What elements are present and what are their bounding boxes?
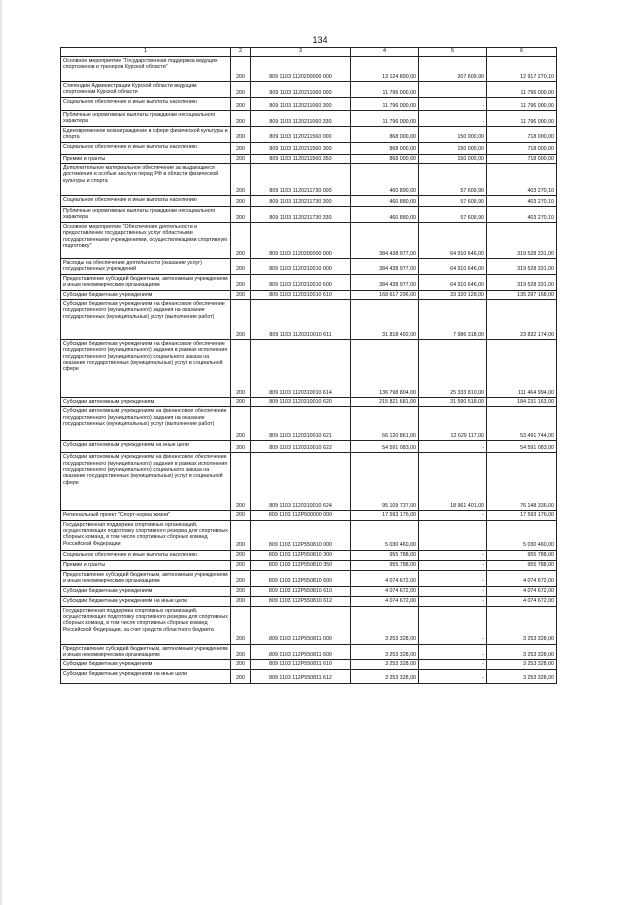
row-value-col5: - (419, 570, 487, 586)
row-code: 809 1103 112Р550811 000 (251, 606, 351, 644)
row-value-col5: 150 000,00 (419, 127, 487, 143)
row-name: Предоставление субсидий бюджетным, автономным учреждениям и иным некоммерческим организациям (61, 570, 231, 586)
row-group: 200 (231, 300, 251, 340)
row-value-col6: 135 297 168,00 (487, 290, 557, 299)
row-value-col6: 3 253 328,00 (487, 669, 557, 683)
row-group: 200 (231, 570, 251, 586)
table-row (61, 98, 557, 111)
row-code: 809 1103 1120310010 611 (251, 300, 351, 340)
row-group: 200 (231, 290, 251, 299)
row-value-col6: 4 074 672,00 (487, 596, 557, 606)
row-value-col5: - (419, 98, 487, 111)
row-value-col6: 11 796 000,00 (487, 111, 557, 127)
row-code: 809 1103 1120310010 000 (251, 259, 351, 275)
table-row (61, 196, 557, 207)
table-row (61, 111, 557, 127)
row-value-col6: 17 593 176,00 (487, 511, 557, 520)
row-value-col5: 33 320 128,00 (419, 290, 487, 299)
row-name: Основное мероприятие "Государственная поддержка ведущих спортсменов и тренеров Курской области" (61, 57, 231, 82)
row-value-col5: - (419, 511, 487, 520)
row-value-col6: 403 270,10 (487, 164, 557, 196)
row-value-col6: 53 491 744,00 (487, 407, 557, 441)
row-value-col4: 868 000,00 (351, 154, 419, 163)
row-value-col5: - (419, 560, 487, 570)
row-value-col6: 319 528 331,00 (487, 274, 557, 290)
row-value-col5: - (419, 441, 487, 453)
row-name: Субсидии бюджетным учреждениям на иные цели (61, 669, 231, 683)
row-value-col6: 403 270,10 (487, 207, 557, 223)
table-row (61, 441, 557, 453)
row-code: 809 1103 112Р550810 000 (251, 520, 351, 550)
row-code: 809 1103 112Р550810 350 (251, 560, 351, 570)
row-code: 809 1103 1120310010 624 (251, 453, 351, 511)
row-code: 809 1103 1120310010 614 (251, 340, 351, 398)
row-value-col5: 7 986 318,00 (419, 300, 487, 340)
row-code: 809 1103 1120211730 000 (251, 164, 351, 196)
table-row (61, 669, 557, 683)
row-value-col6: 11 796 000,00 (487, 82, 557, 98)
column-number-row (61, 48, 557, 57)
row-code: 809 1103 1120300000 000 (251, 223, 351, 259)
row-group: 200 (231, 154, 251, 163)
column-number: 5 (419, 48, 487, 57)
row-group: 200 (231, 520, 251, 550)
row-name: Премии и гранты (61, 560, 231, 570)
row-value-col4: 460 880,00 (351, 207, 419, 223)
row-name: Дополнительное материальное обеспечение за выдающиеся достижения и особые заслуги перед РФ в области физической культуры и спорта (61, 164, 231, 196)
row-value-col4: 4 074 672,00 (351, 596, 419, 606)
row-group: 200 (231, 223, 251, 259)
table-row (61, 550, 557, 560)
row-value-col5: 150 000,00 (419, 142, 487, 154)
column-number: 4 (351, 48, 419, 57)
table-row (61, 259, 557, 275)
row-code: 809 1103 1120211730 330 (251, 207, 351, 223)
table-row (61, 57, 557, 82)
row-value-col4: 955 788,00 (351, 560, 419, 570)
column-number: 1 (61, 48, 231, 57)
column-number: 2 (231, 48, 251, 57)
row-group: 200 (231, 453, 251, 511)
row-value-col4: 168 617 296,00 (351, 290, 419, 299)
row-group: 200 (231, 586, 251, 596)
page-number: 134 (312, 35, 328, 45)
row-value-col6: 718 000,00 (487, 142, 557, 154)
row-value-col6: 23 832 174,00 (487, 300, 557, 340)
row-value-col5: 207 609,90 (419, 57, 487, 82)
row-value-col6: 11 796 000,00 (487, 98, 557, 111)
row-code: 809 1103 112Р550811 612 (251, 669, 351, 683)
row-value-col6: 955 788,00 (487, 560, 557, 570)
row-value-col5 (419, 520, 487, 550)
row-name: Социальное обеспечение и иные выплаты населению (61, 550, 231, 560)
row-value-col5: 57 609,90 (419, 196, 487, 207)
table-row (61, 453, 557, 511)
row-name: Субсидии бюджетным учреждениям (61, 586, 231, 596)
row-code: 809 1103 112Р550811 610 (251, 660, 351, 669)
table-row (61, 520, 557, 550)
row-value-col5: 12 629 117,00 (419, 407, 487, 441)
row-value-col6: 319 528 331,00 (487, 223, 557, 259)
row-value-col5: 18 961 401,00 (419, 453, 487, 511)
row-value-col6: 319 528 331,00 (487, 259, 557, 275)
table-row (61, 511, 557, 520)
row-value-col6: 3 253 328,00 (487, 606, 557, 644)
row-code: 809 1103 112Р550810 300 (251, 550, 351, 560)
row-value-col6: 4 074 672,00 (487, 570, 557, 586)
row-value-col5: 57 609,90 (419, 164, 487, 196)
row-code: 809 1103 112Р550810 600 (251, 570, 351, 586)
row-value-col4: 460 880,00 (351, 196, 419, 207)
row-value-col6: 76 148 336,00 (487, 453, 557, 511)
row-value-col4: 384 438 977,00 (351, 223, 419, 259)
row-name: Субсидии бюджетным учреждениям (61, 660, 231, 669)
table-row (61, 142, 557, 154)
table-row (61, 596, 557, 606)
row-name: Социальное обеспечение и иные выплаты населению (61, 98, 231, 111)
row-name: Публичные нормативные выплаты гражданам несоциального характера (61, 111, 231, 127)
row-value-col4: 11 796 000,00 (351, 98, 419, 111)
row-value-col6: 4 074 672,00 (487, 586, 557, 596)
row-value-col4: 5 030 460,00 (351, 520, 419, 550)
row-name: Субсидии автономным учреждениям на финансовое обеспечение государственного (муниципального) задания на оказание государственных (муниципальных) услуг (выполнение работ) (61, 407, 231, 441)
row-value-col4: 955 788,00 (351, 550, 419, 560)
row-code: 809 1103 1120211560 000 (251, 127, 351, 143)
row-value-col6: 54 591 083,00 (487, 441, 557, 453)
row-value-col6: 3 253 328,00 (487, 660, 557, 669)
row-group: 200 (231, 441, 251, 453)
row-value-col4: 868 000,00 (351, 142, 419, 154)
row-value-col5: - (419, 660, 487, 669)
row-code: 809 1103 112Р550810 612 (251, 596, 351, 606)
row-value-col5: 64 910 646,00 (419, 259, 487, 275)
row-value-col4: 384 438 977,00 (351, 259, 419, 275)
row-code: 809 1103 1120211060 300 (251, 98, 351, 111)
row-group: 200 (231, 164, 251, 196)
row-name: Единовременное вознаграждение в сфере физической культуры и спорта (61, 127, 231, 143)
row-code: 809 1103 1120310010 600 (251, 274, 351, 290)
row-name: Субсидии автономным учреждениям на финансовое обеспечение государственного (муниципального) задания в рамках исполнения государственного (муниципального) социального заказа на оказание государственных (муниципальных) услуг в социальной сфере (61, 453, 231, 511)
row-value-col4: 11 796 000,00 (351, 111, 419, 127)
row-code: 809 1103 1120211730 300 (251, 196, 351, 207)
row-code: 809 1103 1120211060 000 (251, 82, 351, 98)
row-value-col5: - (419, 111, 487, 127)
row-group: 200 (231, 111, 251, 127)
row-group: 200 (231, 596, 251, 606)
row-value-col5: - (419, 606, 487, 644)
row-value-col5: - (419, 550, 487, 560)
table-row (61, 586, 557, 596)
row-value-col5: 31 590 518,00 (419, 398, 487, 407)
row-code: 809 1103 112Р550810 610 (251, 586, 351, 596)
row-name: Расходы на обеспечение деятельности (оказание услуг) государственных учреждений (61, 259, 231, 275)
row-value-col6: 5 030 460,00 (487, 520, 557, 550)
row-value-col4: 384 438 977,00 (351, 274, 419, 290)
row-code: 809 1103 1120211560 350 (251, 154, 351, 163)
row-group: 200 (231, 142, 251, 154)
table-row (61, 82, 557, 98)
row-code: 809 1103 1120211560 300 (251, 142, 351, 154)
row-name: Государственная поддержка спортивных организаций, осуществляющих подготовку спортивного резерва для спортивных сборных команд, в том числе спортивных сборных команд Российской Федерации (61, 520, 231, 550)
row-value-col5: - (419, 644, 487, 660)
row-group: 200 (231, 98, 251, 111)
row-code: 809 1103 112Р500000 000 (251, 511, 351, 520)
row-name: Социальное обеспечение и иные выплаты населению (61, 196, 231, 207)
table-row (61, 154, 557, 163)
row-value-col4: 460 890,00 (351, 164, 419, 196)
row-value-col5: 57 609,90 (419, 207, 487, 223)
row-value-col4: 31 818 492,00 (351, 300, 419, 340)
row-code: 809 1103 1120310010 621 (251, 407, 351, 441)
table-row (61, 560, 557, 570)
row-value-col4: 11 796 000,00 (351, 82, 419, 98)
table-row (61, 644, 557, 660)
row-value-col4: 13 124 890,00 (351, 57, 419, 82)
row-value-col4: 4 074 672,00 (351, 586, 419, 596)
row-value-col4: 215 821 681,00 (351, 398, 419, 407)
row-name: Субсидии бюджетным учреждениям (61, 290, 231, 299)
row-name: Социальное обеспечение и иные выплаты населению (61, 142, 231, 154)
row-value-col5 (419, 82, 487, 98)
row-value-col5: - (419, 586, 487, 596)
row-value-col6: 718 000,00 (487, 154, 557, 163)
row-group: 200 (231, 606, 251, 644)
row-name: Предоставление субсидий бюджетным, автономным учреждениям и иным некоммерческим организациям (61, 274, 231, 290)
table-row (61, 407, 557, 441)
table-row (61, 274, 557, 290)
row-group: 200 (231, 57, 251, 82)
row-value-col6: 184 231 163,00 (487, 398, 557, 407)
row-group: 200 (231, 644, 251, 660)
row-value-col5: 25 333 810,00 (419, 340, 487, 398)
row-group: 200 (231, 196, 251, 207)
row-name: Премии и гранты (61, 154, 231, 163)
row-value-col6: 403 270,10 (487, 196, 557, 207)
row-code: 809 1103 112Р550811 600 (251, 644, 351, 660)
row-value-col4: 66 120 861,00 (351, 407, 419, 441)
row-group: 200 (231, 669, 251, 683)
row-code: 809 1103 1120310010 610 (251, 290, 351, 299)
row-value-col4: 136 798 804,00 (351, 340, 419, 398)
column-number: 6 (487, 48, 557, 57)
row-value-col5: 64 910 646,00 (419, 223, 487, 259)
row-name: Субсидии автономным учреждениям (61, 398, 231, 407)
row-group: 200 (231, 259, 251, 275)
table-row (61, 398, 557, 407)
row-value-col4: 4 074 672,00 (351, 570, 419, 586)
column-number: 3 (251, 48, 351, 57)
row-value-col6: 111 464 994,00 (487, 340, 557, 398)
row-name: Стипендии Администрации Курской области ведущим спортсменам Курской области (61, 82, 231, 98)
row-value-col6: 12 917 270,10 (487, 57, 557, 82)
row-value-col5: 64 910 646,00 (419, 274, 487, 290)
row-group: 200 (231, 511, 251, 520)
row-name: Публичные нормативные выплаты гражданам несоциального характера (61, 207, 231, 223)
row-value-col5: - (419, 596, 487, 606)
row-name: Субсидии бюджетным учреждениям на финансовое обеспечение государственного (муниципального) задания на оказание государственных (муниципальных) услуг (выполнение работ) (61, 300, 231, 340)
row-group: 200 (231, 550, 251, 560)
row-value-col4: 54 591 083,00 (351, 441, 419, 453)
row-value-col5: 150 000,00 (419, 154, 487, 163)
row-value-col6: 955 788,00 (487, 550, 557, 560)
row-name: Основное мероприятие "Обеспечение деятельности и предоставление государственных услуг областными государственными учреждениями, осуществляющими спортивную подготовку" (61, 223, 231, 259)
row-value-col6: 3 253 328,00 (487, 644, 557, 660)
row-group: 200 (231, 207, 251, 223)
row-value-col4: 3 253 328,00 (351, 644, 419, 660)
table-row (61, 570, 557, 586)
table-row (61, 660, 557, 669)
row-value-col4: 95 109 737,00 (351, 453, 419, 511)
budget-table (60, 47, 557, 684)
row-group: 200 (231, 82, 251, 98)
row-name: Субсидии автономным учреждениям на иные цели (61, 441, 231, 453)
row-value-col4: 3 253 328,00 (351, 669, 419, 683)
table-row (61, 300, 557, 340)
row-name: Субсидии бюджетным учреждениям на финансовое обеспечение государственного (муниципального) задания в рамках исполнения государственного (муниципального) социального заказа на оказание государственных (муниципальных) услуг в социальной сфере (61, 340, 231, 398)
row-value-col4: 3 253 328,00 (351, 660, 419, 669)
row-name: Региональный проект "Спорт-норма жизни" (61, 511, 231, 520)
row-value-col4: 17 593 176,00 (351, 511, 419, 520)
table-row (61, 127, 557, 143)
row-value-col4: 3 253 328,00 (351, 606, 419, 644)
row-code: 809 1103 1120310010 620 (251, 398, 351, 407)
table-row (61, 164, 557, 196)
table-row (61, 207, 557, 223)
table-row (61, 606, 557, 644)
row-group: 200 (231, 274, 251, 290)
table-row (61, 340, 557, 398)
row-code: 809 1103 1120200000 000 (251, 57, 351, 82)
row-name: Субсидии бюджетным учреждениям на иные цели (61, 596, 231, 606)
row-group: 200 (231, 398, 251, 407)
row-value-col6: 718 000,00 (487, 127, 557, 143)
row-name: Предоставление субсидий бюджетным, автономным учреждениям и иным некоммерческим организациям (61, 644, 231, 660)
row-group: 200 (231, 660, 251, 669)
row-group: 200 (231, 407, 251, 441)
row-group: 200 (231, 127, 251, 143)
row-code: 809 1103 1120310010 622 (251, 441, 351, 453)
table-row (61, 290, 557, 299)
scan-edge (0, 0, 2, 905)
row-group: 200 (231, 340, 251, 398)
row-value-col5: - (419, 669, 487, 683)
row-value-col4: 868 000,00 (351, 127, 419, 143)
table-row (61, 223, 557, 259)
row-code: 809 1103 1120211060 330 (251, 111, 351, 127)
row-group: 200 (231, 560, 251, 570)
row-name: Государственная поддержка спортивных организаций, осуществляющих подготовку спортивного резерва для спортивных сборных команд, в том числе спортивных сборных команд Российской Федерации, за счет средств областного бюджета (61, 606, 231, 644)
